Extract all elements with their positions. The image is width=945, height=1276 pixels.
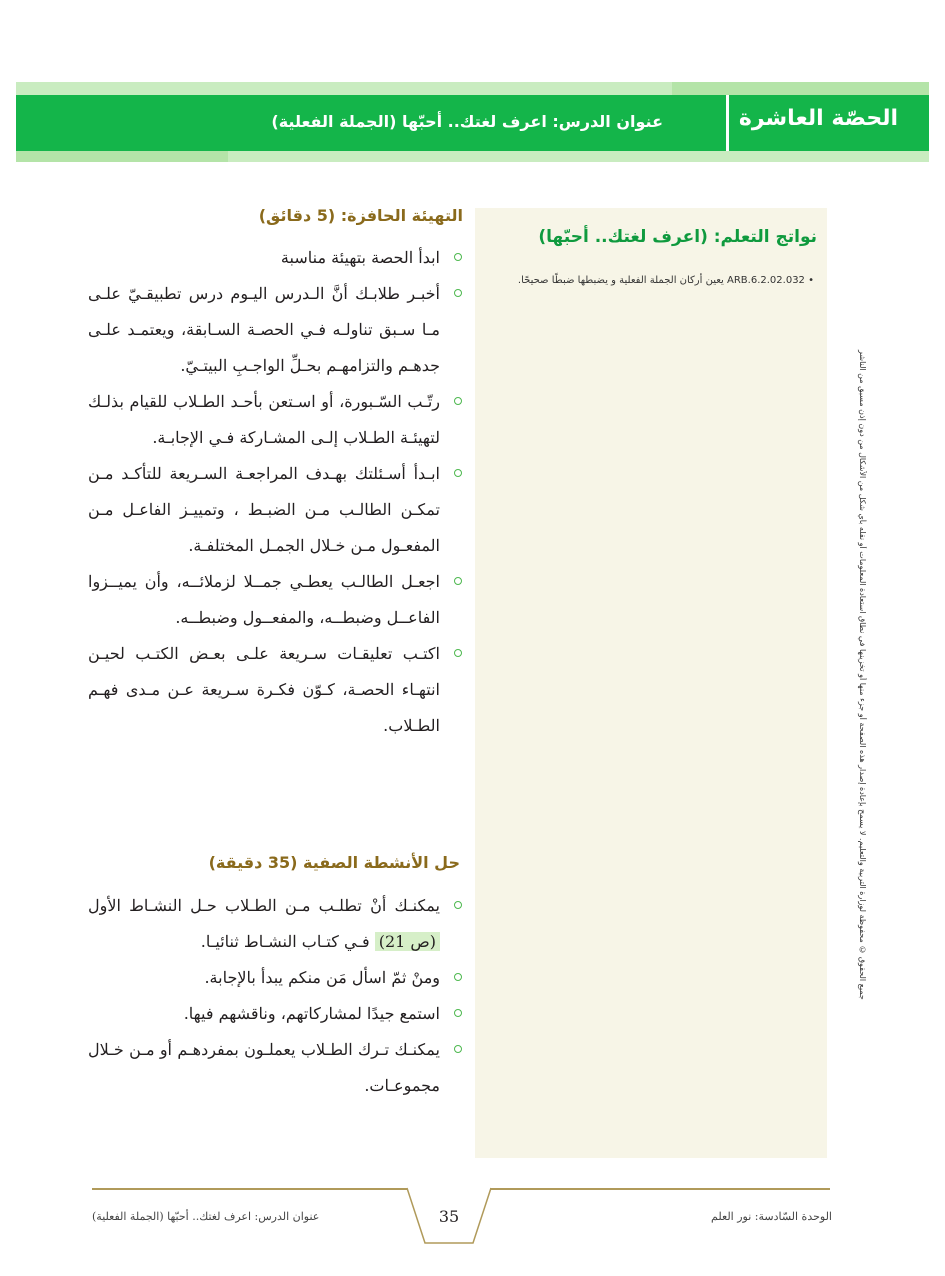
session-title: الحصّة العاشرة bbox=[738, 106, 898, 131]
section-title-warmup: التهيئة الحافزة: (5 دقائق) bbox=[258, 206, 463, 225]
list-item: أخبـر طلابـك أنَّ الـدرس اليـوم درس تطبيقـيّ علـى مـا سـبق تناولـه فـي الحصـة السـابقة، ويعتمـد علـى جدهـم والتزامهـم بحـلِّ الواجـبِ البيتـيّ. bbox=[88, 276, 466, 384]
list-item: رتّـب السّـبورة، أو اسـتعن بأحـد الطـلاب للقيام بذلـك لتهيئـة الطـلاب إلـى المشـاركة فـي الإجابـة. bbox=[88, 384, 466, 456]
bullet-icon bbox=[454, 1045, 462, 1053]
bullet-icon bbox=[454, 1009, 462, 1017]
bullet-icon bbox=[454, 469, 462, 477]
list-item: استمع جيدًا لمشاركاتهم، وناقشهم فيها. bbox=[88, 996, 466, 1032]
bullet-icon bbox=[454, 649, 462, 657]
list-item: يمكنـك أنْ تطلـب مـن الطـلاب حـل النشـاط الأول (ص 21) فـي كتـاب النشـاط ثنائيـا. bbox=[88, 888, 466, 960]
list-item: اكتـب تعليقـات سـريعة علـى بعـض الكتـب لحيـن انتهـاء الحصـة، كـوّن فكـرة سـريعة عـن مـدى فهـم الطـلاب. bbox=[88, 636, 466, 744]
bullet-icon bbox=[454, 577, 462, 585]
bullet-icon bbox=[454, 901, 462, 909]
section-title-activities: حل الأنشطة الصفية (35 دقيقة) bbox=[208, 853, 460, 872]
bullet-icon bbox=[454, 397, 462, 405]
footer-rule-right bbox=[490, 1188, 830, 1190]
list-item: ابـدأ أسـئلتك بهـدف المراجعـة السـريعة للتأكـد مـن تمكـن الطالـب مـن الضبـط ، وتمييـز الفاعـل مـن المفعـول مـن خـلال الجمـل المختلفـة. bbox=[88, 456, 466, 564]
footer-lesson: عنوان الدرس: اعرف لغتك.. أحبّها (الجملة الفعلية) bbox=[92, 1210, 320, 1223]
footer-unit: الوحدة السّادسة: نور العلم bbox=[711, 1210, 832, 1223]
bullet-icon bbox=[454, 289, 462, 297]
warmup-list bbox=[88, 240, 466, 744]
lesson-title: عنوان الدرس: اعرف لغتك.. أحبّها (الجملة الفعلية) bbox=[271, 112, 663, 131]
list-item: يمكنـك تـرك الطـلاب يعملـون بمفردهـم أو مـن خـلال مجموعـات. bbox=[88, 1032, 466, 1104]
header-divider bbox=[726, 95, 729, 151]
page-reference-highlight: (ص 21) bbox=[375, 932, 440, 951]
outcomes-panel bbox=[475, 208, 827, 1158]
page-number: 35 bbox=[438, 1207, 460, 1226]
header-accent-top bbox=[672, 82, 929, 95]
outcomes-title: نواتج التعلم: (اعرف لغتك.. أحبّها) bbox=[538, 227, 817, 247]
list-item: ومنْ ثمّ اسأل مَن منكم يبدأ بالإجابة. bbox=[88, 960, 466, 996]
bullet-icon bbox=[454, 253, 462, 261]
list-item: ابدأ الحصة بتهيئة مناسبة bbox=[88, 240, 466, 276]
activities-list bbox=[88, 888, 466, 1104]
bullet-icon bbox=[454, 973, 462, 981]
header-accent-bottom bbox=[16, 151, 228, 162]
footer-rule-left bbox=[92, 1188, 407, 1190]
list-item: اجعـل الطالـب يعطـي جمــلا لزملائــه، وأن يميــزوا الفاعــل وضبطــه، والمفعــول وضبطــه. bbox=[88, 564, 466, 636]
copyright-notice: جميع الحقوق © محفوظة لوزارة التربية والتعليم. لا يسمح بإعادة إصدار هذه الصفحة أو جزء منها أو تخزينها في نطاق استعادة المعلومات أو نقله بأي شكل من الأشكال من دون إذن مسبق من الناشر bbox=[858, 350, 867, 1000]
outcome-item: • ARB.6.2.02.032 يعين أركان الجملة الفعلية و يضبطها ضبطًا صحيحًا. bbox=[517, 275, 814, 286]
